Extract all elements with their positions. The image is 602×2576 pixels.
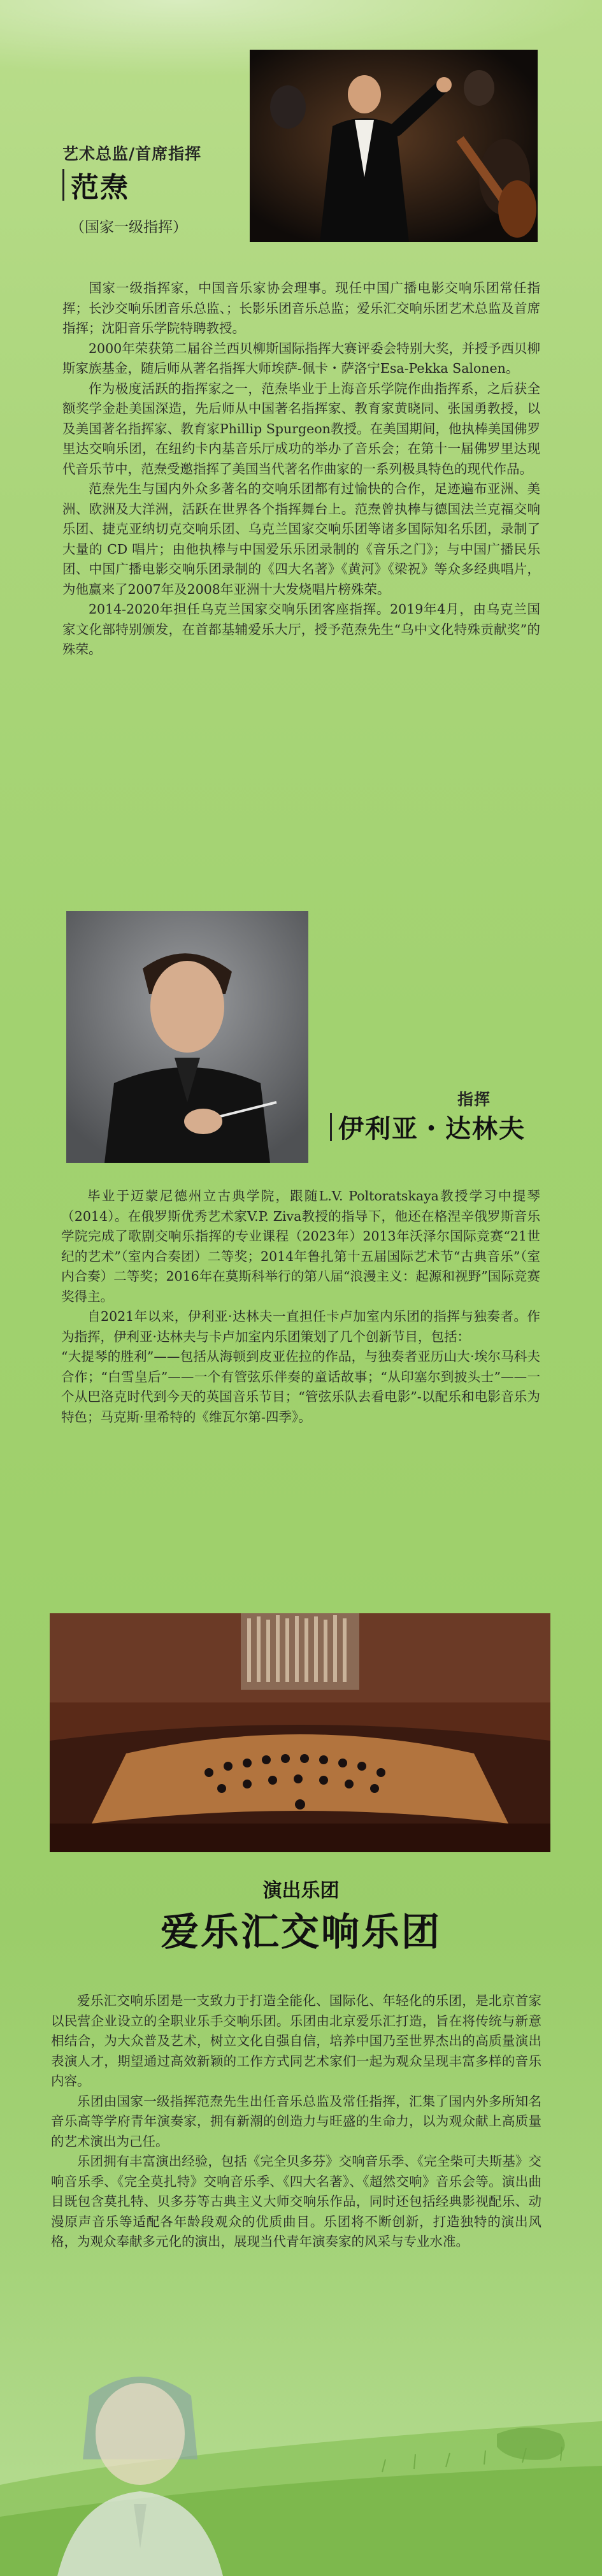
conductor1-bio-paragraph: 2000年荣获第二届谷兰西贝柳斯国际指挥大赛评委会特别大奖，并授予西贝柳斯家族基金，随后师从著名指挥大师埃萨-佩卡・萨洛宁Esa-Pekka Salonen。 bbox=[62, 340, 540, 376]
orchestra-bio-paragraph: 乐团由国家一级指挥范焘先生出任音乐总监及常任指挥，汇集了国内外多所知名音乐高等学府青年演奏家，拥有新潮的创造力与旺盛的生命力，以为观众献上高质量的艺术演出为己任。 bbox=[51, 2093, 541, 2149]
orchestra-role: 演出乐团 bbox=[262, 1880, 340, 1902]
conductor1-role: 艺术总监/首席指挥 bbox=[62, 145, 202, 163]
conductor1-rank: （国家一级指挥） bbox=[70, 219, 187, 236]
orchestra-bio-paragraph: 爱乐汇交响乐团是一支致力于打造全能化、国际化、年轻化的乐团，是北京首家以民营企业设立的全职业乐手交响乐团。乐团由北京爱乐汇打造，旨在将传统与新意相结合，为大众普及艺术，树立文化自强自信，培养中国乃至世界杰出的高质量演出表演人才，期望通过高效新颖的工作方式同艺术家们一起为观众呈现丰富多样的音乐内容。 bbox=[51, 1993, 541, 2089]
conductor1-bio-paragraph: 2014-2020年担任乌克兰国家交响乐团客座指挥。2019年4月，由乌克兰国家文化部特别颁发，在首都基辅爱乐大厅，授予范焘先生“乌中文化特殊贡献奖”的殊荣。 bbox=[62, 601, 540, 657]
conductor1-name-line bbox=[62, 164, 129, 205]
conductor2-name-line bbox=[330, 1109, 526, 1145]
name-divider-bar bbox=[62, 169, 64, 201]
anime-girl-illustration bbox=[38, 2357, 242, 2576]
conductor2-bio-paragraph: 自2021年以来，伊利亚·达林夫一直担任卡卢加室内乐团的指挥与独奏者。作为指挥，伊利亚·达林夫与卡卢加室内乐团策划了几个创新节目，包括： bbox=[61, 1309, 540, 1344]
conductor-photo bbox=[250, 50, 538, 242]
name-divider-bar bbox=[330, 1113, 332, 1141]
conductor2-bio-paragraph: “大提琴的胜利”——包括从海顿到皮亚佐拉的作品，与独奏者亚历山大·埃尔马科夫合作；“白雪皇后”——一个有管弦乐伴奏的童话故事；“从印塞尔到披头士”——一个从巴洛克时代到今天的英国音乐节目；“管弦乐队去看电影”-以配乐和电影音乐为特色；马克斯·里希特的《维瓦尔第-四季》。 bbox=[61, 1349, 540, 1425]
conductor-portrait bbox=[66, 911, 308, 1163]
conductor1-bio-paragraph: 范焘先生与国内外众多著名的交响乐团都有过愉快的合作，足迹遍布亚洲、美洲、欧洲及大洋洲，活跃在世界各个指挥舞台上。范焘曾执棒与德国法兰克福交响乐团、捷克亚纳切克交响乐团、乌克兰国家交响乐团等诸多国际知名乐团，录制了大量的 CD 唱片；由他执棒与中国爱乐乐团录制的《音乐之门》；与中国广播民乐团、中国广播电影交响乐团录制的《四大名著》《黄河》《梁祝》等众多经典唱片，为他赢来了2007年及2008年亚洲十大发烧唱片榜殊荣。 bbox=[62, 481, 540, 597]
conductor1-bio-paragraph: 作为极度活跃的指挥家之一，范焘毕业于上海音乐学院作曲指挥系，之后获全额奖学金赴美国深造，先后师从中国著名指挥家、教育家黄晓同、张国勇教授，以及美国著名指挥家、教育家Phillip Spurgeon教授。在美国期间，他执棒美国佛罗里达交响乐团，在纽约卡内基音乐厅成功的举办了音乐会；在第十一届佛罗里达现代音乐节中，范焘受邀指挥了美国当代著名作曲家的一系列极具特色的现代作品。 bbox=[62, 380, 540, 477]
conductor2-role: 指挥 bbox=[457, 1090, 491, 1109]
orchestra-bio bbox=[51, 1991, 541, 2252]
orchestra-hall-photo bbox=[50, 1613, 550, 1852]
conductor2-name: 伊利亚・达林夫 bbox=[338, 1114, 526, 1144]
conductor2-bio-paragraph: 毕业于迈蒙尼德州立古典学院，跟随L.V. Poltoratskaya教授学习中提琴（2014）。在俄罗斯优秀艺术家V.P. Ziva教授的指导下，他还在格涅辛俄罗斯音乐学院完成了歌剧交响乐指挥的专业课程（2023年）2013年沃泽尔国际竞赛“21世纪的艺术”（室内合奏团）二等奖；2014年鲁扎第十五届国际艺术节“古典音乐”（室内合奏）二等奖；2016年在莫斯科举行的第八届“浪漫主义：起源和视野”国际竞赛奖得主。 bbox=[61, 1188, 540, 1304]
orchestra-name: 爱乐汇交响乐团 bbox=[161, 1910, 441, 1955]
conductor1-bio-paragraph: 国家一级指挥家，中国音乐家协会理事。现任中国广播电影交响乐团常任指挥；长沙交响乐团音乐总监、；长影乐团音乐总监；爱乐汇交响乐团艺术总监及首席指挥；沈阳音乐学院特聘教授。 bbox=[62, 280, 540, 336]
conductor1-bio bbox=[62, 278, 540, 660]
conductor1-name: 范焘 bbox=[71, 171, 129, 204]
conductor2-bio bbox=[61, 1186, 540, 1427]
orchestra-bio-paragraph: 乐团拥有丰富演出经验，包括《完全贝多芬》交响音乐季、《完全柴可夫斯基》交响音乐季、《完全莫扎特》交响音乐季、《四大名著》、《超然交响》音乐会等。演出曲目既包含莫扎特、贝多芬等古典主义大师交响乐作品，同时还包括经典影视配乐、动漫原声音乐等适配各年龄段观众的优质曲目。乐团将不断创新，打造独特的演出风格，为观众奉献多元化的演出，展现当代青年演奏家的风采与专业水准。 bbox=[51, 2154, 541, 2249]
